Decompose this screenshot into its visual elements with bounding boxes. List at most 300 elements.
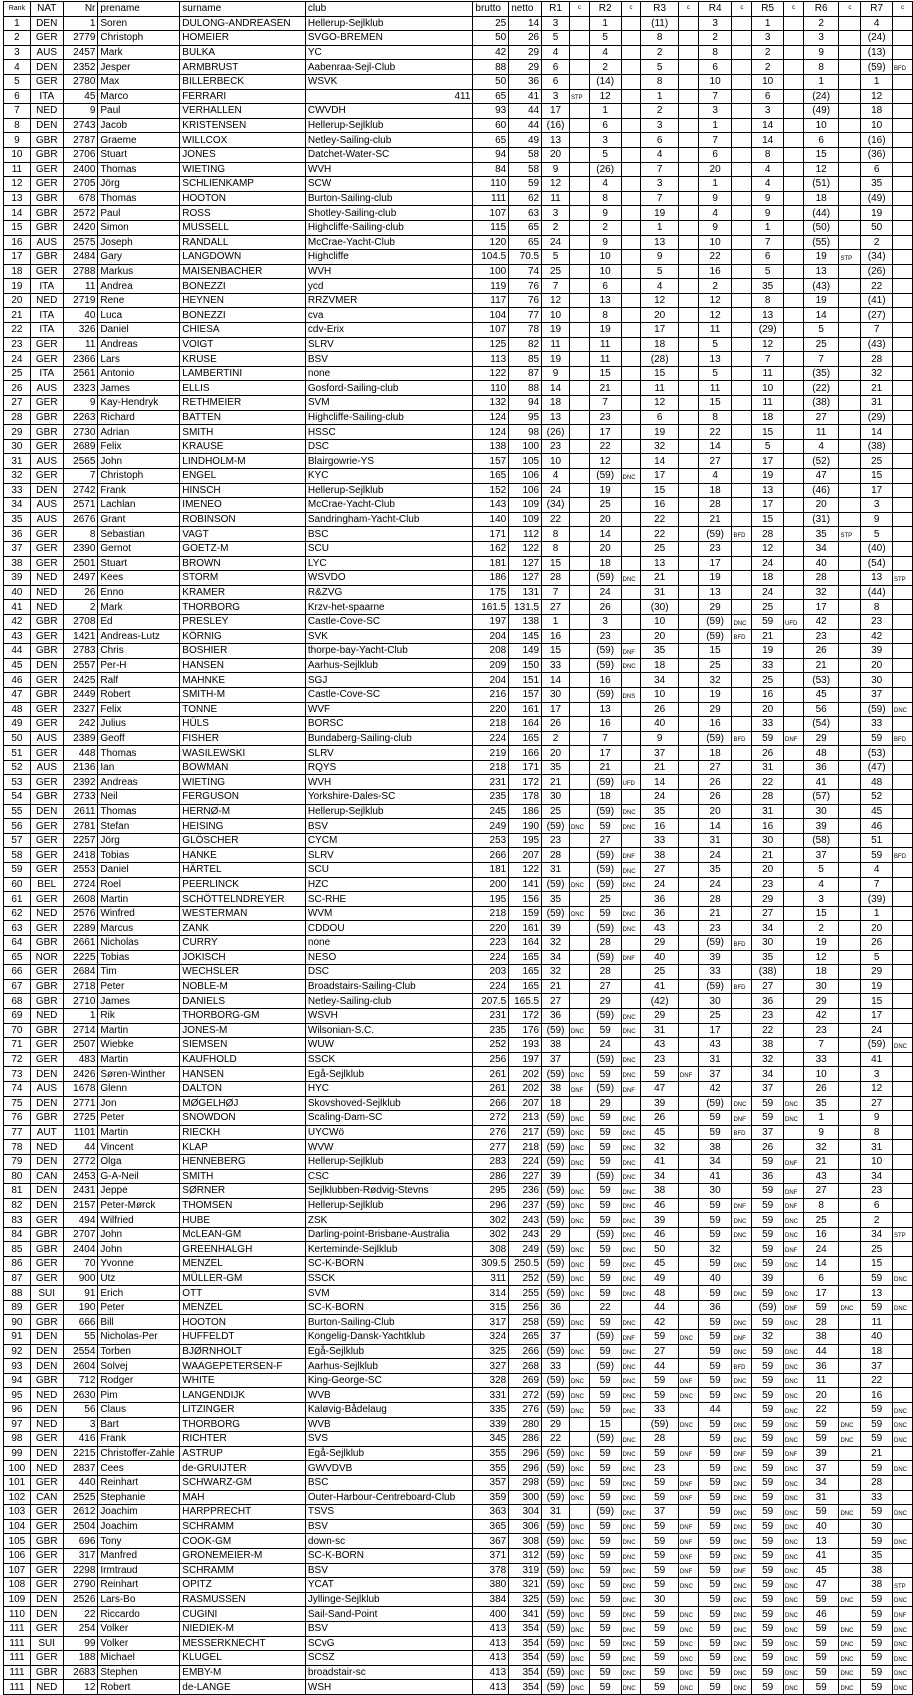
cell-r7: 59: [861, 1432, 893, 1447]
cell-r7: 17: [861, 1008, 893, 1023]
cell-r4-code: [732, 410, 752, 425]
cell-nat: AUS: [30, 498, 63, 513]
cell-r4-code: [732, 863, 752, 878]
cell-r3-code: [678, 731, 698, 746]
cell-r2: 8: [589, 191, 621, 206]
cell-brutto: 355: [473, 1461, 509, 1476]
cell-club: down-sc: [305, 1534, 473, 1549]
cell-r3-code: [678, 1213, 698, 1228]
cell-r5: 59: [752, 1636, 784, 1651]
cell-nat: GBR: [30, 206, 63, 221]
cell-r2-code: [621, 16, 641, 31]
cell-brutto: 208: [473, 644, 509, 659]
cell-rank: 48: [4, 702, 31, 717]
cell-r6: 56: [803, 702, 839, 717]
cell-netto: 14: [509, 16, 542, 31]
cell-rank: 85: [4, 1242, 31, 1257]
cell-r3: 48: [641, 1286, 679, 1301]
cell-nat: NED: [30, 1461, 63, 1476]
cell-prename: Tobias: [98, 950, 180, 965]
cell-r2: 14: [589, 527, 621, 542]
cell-r6: 28: [803, 1315, 839, 1330]
cell-r5-code: [784, 162, 804, 177]
cell-r4-code: [732, 1140, 752, 1155]
header-c4: c: [732, 2, 752, 17]
cell-prename: Andrea: [98, 279, 180, 294]
cell-surname: JONES: [180, 147, 306, 162]
cell-r3: 4: [641, 279, 679, 294]
cell-r4: 59: [698, 1563, 732, 1578]
cell-surname: RIECKH: [180, 1125, 306, 1140]
cell-brutto: 117: [473, 293, 509, 308]
cell-nat: ITA: [30, 366, 63, 381]
cell-rank: 98: [4, 1432, 31, 1447]
cell-brutto: 94: [473, 147, 509, 162]
cell-rank: 32: [4, 469, 31, 484]
cell-club: Jyllinge-Sejlklub: [305, 1592, 473, 1607]
cell-r1-code: [569, 760, 589, 775]
cell-brutto: 235: [473, 1023, 509, 1038]
cell-prename: Jacob: [98, 118, 180, 133]
cell-r7-code: [892, 600, 912, 615]
cell-club: Aabenraa-Sejl-Club: [305, 60, 473, 75]
cell-r7: (59): [861, 702, 893, 717]
cell-r4-code: DNC: [732, 614, 752, 629]
cell-r3: 43: [641, 921, 679, 936]
cell-r6: 36: [803, 1359, 839, 1374]
cell-nat: DEN: [30, 1330, 63, 1345]
cell-r5: 59: [752, 1257, 784, 1272]
table-row: [4, 892, 913, 907]
cell-surname: FERRARI: [180, 89, 306, 104]
cell-brutto: 161.5: [473, 600, 509, 615]
cell-rank: 18: [4, 264, 31, 279]
cell-nr: 242: [63, 717, 98, 732]
cell-r2: 13: [589, 293, 621, 308]
cell-r5: 16: [752, 819, 784, 834]
cell-r4: 3: [698, 16, 732, 31]
cell-r3: 8: [641, 31, 679, 46]
cell-prename: Pim: [98, 1388, 180, 1403]
cell-r2: 59: [589, 1067, 621, 1082]
cell-r6-code: [839, 1198, 861, 1213]
cell-r5-code: [784, 1008, 804, 1023]
cell-r1-code: [569, 469, 589, 484]
cell-prename: Mark: [98, 45, 180, 60]
cell-r2: 11: [589, 337, 621, 352]
cell-brutto: 296: [473, 1198, 509, 1213]
cell-r3-code: [678, 717, 698, 732]
cell-prename: Christoph: [98, 469, 180, 484]
cell-r1-code: [569, 1330, 589, 1345]
cell-r1: (59): [542, 1578, 570, 1593]
cell-r2-code: DNC: [621, 1490, 641, 1505]
cell-r5: 14: [752, 133, 784, 148]
cell-brutto: 88: [473, 60, 509, 75]
cell-r2: 59: [589, 1198, 621, 1213]
cell-brutto: 317: [473, 1315, 509, 1330]
cell-netto: 127: [509, 571, 542, 586]
cell-club: Gosford-Sailing-club: [305, 381, 473, 396]
cell-r6: 19: [803, 936, 839, 951]
cell-netto: 354: [509, 1636, 542, 1651]
table-row: [4, 1169, 913, 1184]
cell-r4-code: DNC: [732, 1490, 752, 1505]
cell-netto: 300: [509, 1490, 542, 1505]
cell-netto: 165: [509, 979, 542, 994]
cell-surname: SMITH-M: [180, 687, 306, 702]
cell-nat: GBR: [30, 614, 63, 629]
cell-r6: 14: [803, 1257, 839, 1272]
cell-r5: 59: [752, 1621, 784, 1636]
cell-surname: TONNE: [180, 702, 306, 717]
cell-r1: 38: [542, 1081, 570, 1096]
cell-rank: 16: [4, 235, 31, 250]
cell-r7-code: [892, 746, 912, 761]
cell-surname: ZANK: [180, 921, 306, 936]
cell-prename: Stuart: [98, 147, 180, 162]
cell-r6: 1: [803, 74, 839, 89]
cell-nat: DEN: [30, 1592, 63, 1607]
cell-r4-code: [732, 906, 752, 921]
cell-netto: 65: [509, 220, 542, 235]
cell-r5-code: UFD: [784, 614, 804, 629]
cell-surname: HANSEN: [180, 658, 306, 673]
cell-prename: Glenn: [98, 1081, 180, 1096]
cell-r5-code: [784, 308, 804, 323]
cell-r5: 39: [752, 1271, 784, 1286]
cell-r1: 36: [542, 1008, 570, 1023]
cell-brutto: 50: [473, 31, 509, 46]
cell-nat: ITA: [30, 323, 63, 338]
cell-r1: 15: [542, 556, 570, 571]
cell-r1-code: [569, 702, 589, 717]
cell-r6: 33: [803, 1052, 839, 1067]
cell-prename: Julius: [98, 717, 180, 732]
cell-surname: WESTERMAN: [180, 906, 306, 921]
cell-r2: 29: [589, 994, 621, 1009]
cell-brutto: 200: [473, 877, 509, 892]
cell-r5: 1: [752, 16, 784, 31]
cell-r2-code: [621, 45, 641, 60]
cell-r7: (47): [861, 760, 893, 775]
cell-netto: 78: [509, 323, 542, 338]
cell-netto: 272: [509, 1388, 542, 1403]
cell-r3-code: [678, 775, 698, 790]
cell-r1-code: DNC: [569, 1023, 589, 1038]
cell-nr: 2781: [63, 819, 98, 834]
cell-r4: 14: [698, 439, 732, 454]
cell-r6-code: [839, 16, 861, 31]
cell-r1-code: DNC: [569, 1271, 589, 1286]
cell-r2: 18: [589, 790, 621, 805]
cell-netto: 29: [509, 45, 542, 60]
cell-rank: 53: [4, 775, 31, 790]
cell-prename: Torben: [98, 1344, 180, 1359]
cell-club: HYC: [305, 1081, 473, 1096]
cell-r2: 13: [589, 702, 621, 717]
cell-r4-code: DNC: [732, 1680, 752, 1695]
cell-r6: 25: [803, 1213, 839, 1228]
cell-surname: VOIGT: [180, 337, 306, 352]
cell-nr: 666: [63, 1315, 98, 1330]
cell-r3-code: [678, 1271, 698, 1286]
cell-r7-code: [892, 118, 912, 133]
cell-netto: 105: [509, 454, 542, 469]
cell-club: Burton-Sailing-club: [305, 191, 473, 206]
cell-r1-code: DNC: [569, 1563, 589, 1578]
cell-r2-code: [621, 337, 641, 352]
cell-brutto: 311: [473, 1271, 509, 1286]
cell-netto: 109: [509, 498, 542, 513]
cell-r5-code: DNC: [784, 1519, 804, 1534]
cell-r2: (59): [589, 863, 621, 878]
cell-r1-code: DNC: [569, 819, 589, 834]
cell-r3: 1: [641, 220, 679, 235]
cell-surname: KRISTENSEN: [180, 118, 306, 133]
cell-r2-code: DNC: [621, 1548, 641, 1563]
cell-r7: 59: [861, 1651, 893, 1666]
cell-prename: Soren: [98, 16, 180, 31]
table-row: [4, 381, 913, 396]
cell-rank: 20: [4, 293, 31, 308]
cell-r1: 21: [542, 979, 570, 994]
cell-r6: 32: [803, 585, 839, 600]
cell-r1-code: [569, 352, 589, 367]
cell-r3-code: [678, 819, 698, 834]
cell-r4: 59: [698, 1111, 732, 1126]
cell-rank: 110: [4, 1607, 31, 1622]
cell-r1: 39: [542, 921, 570, 936]
cell-prename: John: [98, 1242, 180, 1257]
cell-r6-code: [839, 629, 861, 644]
table-row: [4, 819, 913, 834]
cell-r1: (26): [542, 425, 570, 440]
cell-r2-code: DNC: [621, 1227, 641, 1242]
cell-nr: 2263: [63, 410, 98, 425]
cell-r3-code: [678, 1008, 698, 1023]
cell-r1-code: [569, 133, 589, 148]
cell-nat: DEN: [30, 1096, 63, 1111]
cell-netto: 243: [509, 1227, 542, 1242]
cell-r4-code: [732, 469, 752, 484]
cell-r1-code: [569, 410, 589, 425]
cell-r6-code: [839, 833, 861, 848]
cell-r5: 34: [752, 921, 784, 936]
cell-r6: (57): [803, 790, 839, 805]
cell-r2: 11: [589, 352, 621, 367]
cell-r4-code: [732, 512, 752, 527]
cell-r3: 47: [641, 1081, 679, 1096]
cell-r4: 40: [698, 1271, 732, 1286]
cell-r7-code: STP: [892, 571, 912, 586]
cell-r6: (44): [803, 206, 839, 221]
cell-r3: 26: [641, 1111, 679, 1126]
cell-prename: Solvej: [98, 1359, 180, 1374]
cell-r7-code: [892, 1023, 912, 1038]
cell-brutto: 309.5: [473, 1257, 509, 1272]
cell-r2-code: [621, 454, 641, 469]
cell-brutto: 314: [473, 1286, 509, 1301]
cell-nat: GBR: [30, 994, 63, 1009]
cell-r1-code: [569, 979, 589, 994]
cell-surname: HANKE: [180, 848, 306, 863]
cell-nat: AUS: [30, 1081, 63, 1096]
cell-r1-code: [569, 1505, 589, 1520]
cell-r2: 59: [589, 1534, 621, 1549]
cell-r1: 10: [542, 308, 570, 323]
cell-r4-code: [732, 673, 752, 688]
table-row: [4, 352, 913, 367]
cell-brutto: 261: [473, 1067, 509, 1082]
cell-r3: 44: [641, 1359, 679, 1374]
table-row: [4, 877, 913, 892]
cell-r7: (16): [861, 133, 893, 148]
cell-r2: 24: [589, 585, 621, 600]
cell-r6-code: DNC: [839, 1680, 861, 1695]
cell-r2-code: [621, 104, 641, 119]
cell-nr: 2772: [63, 1154, 98, 1169]
cell-netto: 268: [509, 1359, 542, 1374]
cell-r5-code: [784, 264, 804, 279]
cell-brutto: 327: [473, 1359, 509, 1374]
cell-prename: James: [98, 381, 180, 396]
cell-netto: 122: [509, 541, 542, 556]
cell-r4-code: DNC: [732, 1388, 752, 1403]
cell-r5: 28: [752, 527, 784, 542]
cell-r6: 19: [803, 250, 839, 265]
cell-r1: (59): [542, 1665, 570, 1680]
cell-r7-code: DNC: [892, 1417, 912, 1432]
cell-r5: 59: [752, 1154, 784, 1169]
cell-nr: 188: [63, 1651, 98, 1666]
cell-r6-code: [839, 1242, 861, 1257]
cell-r7: 15: [861, 994, 893, 1009]
cell-r2-code: [621, 541, 641, 556]
cell-prename: Paul: [98, 104, 180, 119]
cell-r3: 33: [641, 833, 679, 848]
cell-r3-code: [678, 191, 698, 206]
cell-club: WSVDO: [305, 571, 473, 586]
cell-netto: 304: [509, 1505, 542, 1520]
cell-r6: (22): [803, 381, 839, 396]
cell-prename: Peter: [98, 979, 180, 994]
cell-club: CWVDH: [305, 104, 473, 119]
cell-r1: 19: [542, 323, 570, 338]
cell-r4: 29: [698, 600, 732, 615]
cell-nr: 2323: [63, 381, 98, 396]
table-row: [4, 206, 913, 221]
cell-r7: 29: [861, 965, 893, 980]
cell-r1-code: DNC: [569, 1636, 589, 1651]
cell-nat: GER: [30, 1578, 63, 1593]
cell-r1-code: [569, 366, 589, 381]
cell-nr: 2525: [63, 1490, 98, 1505]
cell-rank: 28: [4, 410, 31, 425]
cell-r7-code: [892, 1257, 912, 1272]
cell-r4: 34: [698, 1154, 732, 1169]
cell-surname: LANGDOWN: [180, 250, 306, 265]
cell-nr: 2576: [63, 906, 98, 921]
cell-rank: 12: [4, 177, 31, 192]
cell-r3-code: [678, 1242, 698, 1257]
cell-r3-code: [678, 906, 698, 921]
cell-r1-code: DNC: [569, 1651, 589, 1666]
cell-r1-code: [569, 45, 589, 60]
cell-rank: 57: [4, 833, 31, 848]
cell-r1: 32: [542, 936, 570, 951]
cell-surname: SMITH: [180, 1169, 306, 1184]
cell-r3-code: [678, 600, 698, 615]
cell-nat: GER: [30, 863, 63, 878]
cell-r2: 17: [589, 746, 621, 761]
cell-r4-code: [732, 483, 752, 498]
table-row: [4, 104, 913, 119]
cell-club: Sejlklubben-Rødvig-Stevns: [305, 1184, 473, 1199]
cell-r5: 30: [752, 833, 784, 848]
cell-r5: 59: [752, 1403, 784, 1418]
cell-r5: (38): [752, 965, 784, 980]
cell-brutto: 283: [473, 1154, 509, 1169]
cell-r1: 4: [542, 469, 570, 484]
cell-surname: MAISENBACHER: [180, 264, 306, 279]
cell-nat: DEN: [30, 1154, 63, 1169]
cell-r6-code: [839, 89, 861, 104]
cell-rank: 13: [4, 191, 31, 206]
cell-r4: 7: [698, 89, 732, 104]
cell-r7: 22: [861, 279, 893, 294]
cell-nr: 900: [63, 1271, 98, 1286]
cell-prename: Frank: [98, 1432, 180, 1447]
table-row: [4, 1621, 913, 1636]
cell-r6: (46): [803, 483, 839, 498]
cell-r1-code: DNC: [569, 1680, 589, 1695]
cell-prename: Jörg: [98, 177, 180, 192]
cell-surname: PRESLEY: [180, 614, 306, 629]
cell-surname: OPITZ: [180, 1578, 306, 1593]
cell-r2: 25: [589, 498, 621, 513]
cell-r4: 6: [698, 147, 732, 162]
cell-brutto: 308: [473, 1242, 509, 1257]
cell-r6-code: [839, 1388, 861, 1403]
cell-r1: (59): [542, 1140, 570, 1155]
cell-r2: (59): [589, 921, 621, 936]
cell-r5: 7: [752, 235, 784, 250]
cell-r7-code: [892, 104, 912, 119]
cell-r5: 19: [752, 469, 784, 484]
cell-r4: 14: [698, 819, 732, 834]
cell-prename: Reinhart: [98, 1475, 180, 1490]
cell-surname: KÖRNIG: [180, 629, 306, 644]
cell-r1: 31: [542, 863, 570, 878]
cell-r7-code: [892, 965, 912, 980]
cell-club: Netley-Sailing-club: [305, 994, 473, 1009]
cell-r4: 59: [698, 1636, 732, 1651]
cell-netto: 141: [509, 877, 542, 892]
cell-nat: GBR: [30, 410, 63, 425]
cell-club: HSSC: [305, 425, 473, 440]
cell-r5: 3: [752, 31, 784, 46]
cell-r7: 33: [861, 717, 893, 732]
cell-r1-code: [569, 279, 589, 294]
cell-r3-code: [678, 965, 698, 980]
cell-r2-code: [621, 133, 641, 148]
cell-club: Scaling-Dam-SC: [305, 1111, 473, 1126]
cell-brutto: 295: [473, 1184, 509, 1199]
cell-r5-code: [784, 804, 804, 819]
cell-r6-code: [839, 921, 861, 936]
cell-rank: 91: [4, 1330, 31, 1345]
